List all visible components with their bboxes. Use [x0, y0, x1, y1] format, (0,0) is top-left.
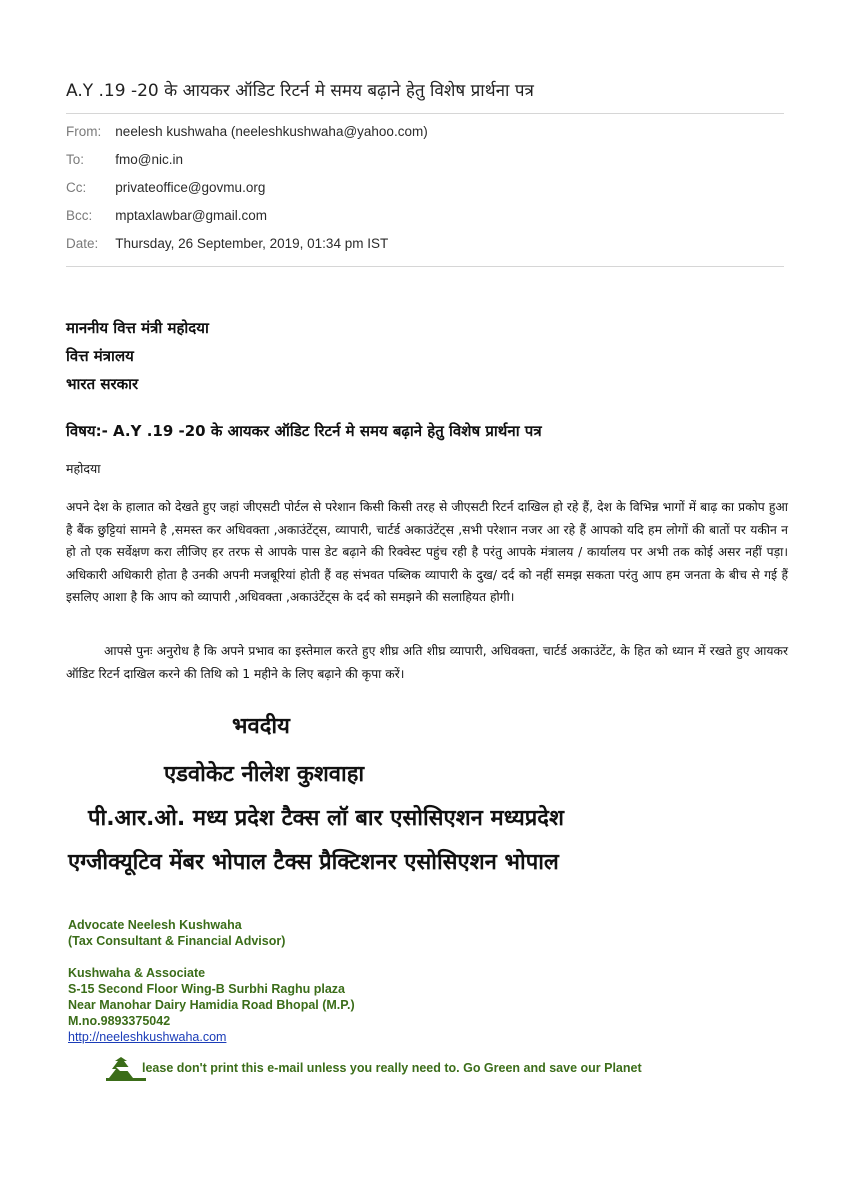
header-from	[66, 124, 766, 140]
header-value: neelesh kushwaha (neeleshkushwaha@yahoo.com)	[115, 124, 428, 139]
header-label: From:	[66, 124, 102, 139]
signature-address-1: S-15 Second Floor Wing-B Surbhi Raghu plaza	[68, 982, 345, 996]
header-divider-top	[66, 113, 784, 114]
address-line-3: भारत सरकार	[66, 375, 139, 393]
website-link[interactable]: http://neeleshkushwaha.com	[68, 1030, 227, 1044]
header-value: privateoffice@govmu.org	[115, 180, 266, 195]
header-label: Cc:	[66, 180, 87, 195]
header-to	[66, 152, 766, 168]
header-value: Thursday, 26 September, 2019, 01:34 pm IST	[115, 236, 389, 251]
header-date	[66, 236, 766, 252]
letter-paragraph-1: अपने देश के हालात को देखते हुए जहां जीएसटी पोर्टल से परेशान किसी किसी तरह से जीएसटी रिटर्न दाखिल हो रहे हैं, देश के विभिन्न भागों में बाढ़ का प्रकोप हुआ है बैंक छुट्टियां सामने है ,समस्त कर अधिवक्ता ,अकाउंटेंट्स, व्यापारी, चार्टर्ड अकाउंटेंट्स ,सभी परेशान नजर आ रहे हैं आपको यदि हम लोगों की बातों पर यकीन न हो तो एक सर्वेक्षण करा लीजिए हर तरफ से आपके पास डेट बढ़ाने की रिक्वेस्ट पहुंच रही है परंतु आपके मंत्रालय / कार्यालय पर अभी तक कोई असर नहीं पड़ा। अधिकारी अधिकारी होता है उनकी अपनी मजबूरियां होती हैं वह संभवत पब्लिक व्यापारी के दुख/ दर्द को नहीं समझ सकता परंतु आप हम जनता के बीच से गई हैं इसलिए आशा है कि आप को व्यापारी ,अधिवक्ता ,अकाउंटेंट्स के दर्द को समझने की सलाहियत होगी।	[66, 500, 788, 604]
address-line-2: वित्त मंत्रालय	[66, 347, 134, 365]
header-label: Date:	[66, 236, 99, 251]
address-line-1: माननीय वित्त मंत्री महोदया	[66, 319, 209, 337]
signatory-name: एडवोकेट नीलेश कुशवाहा	[164, 762, 365, 787]
signature-firm: Kushwaha & Associate	[68, 966, 206, 980]
tree-icon	[106, 1057, 146, 1081]
header-cc	[66, 180, 766, 196]
signatory-title-1: पी.आर.ओ. मध्य प्रदेश टैक्स लॉ बार एसोसिएशन मध्यप्रदेश	[88, 806, 564, 831]
signature-mobile: M.no.9893375042	[68, 1014, 171, 1028]
letter-paragraph-2: आपसे पुनः अनुरोध है कि अपने प्रभाव का इस्तेमाल करते हुए शीघ्र अति शीघ्र व्यापारी, अधिवक्ता, चार्टर्ड अकाउंटेंट, के हित को ध्यान में रखते हुए आयकर ऑडिट रिटर्न दाखिल करने की तिथि को 1 महीने के लिए बढ़ाने की कृपा करें।	[66, 644, 788, 681]
signatory-title-2: एग्जीक्यूटिव मेंबर भोपाल टैक्स प्रैक्टिशनर एसोसिएशन भोपाल	[68, 850, 559, 875]
signature-role: (Tax Consultant & Financial Advisor)	[68, 934, 286, 948]
signature-name: Advocate Neelesh Kushwaha	[68, 918, 242, 932]
closing: भवदीय	[232, 714, 290, 739]
header-label: Bcc:	[66, 208, 93, 223]
header-label: To:	[66, 152, 85, 167]
email-subject: A.Y .19 -20 के आयकर ऑडिट रिटर्न मे समय बढ़ाने हेतु विशेष प्रार्थना पत्र	[66, 81, 534, 101]
salutation: महोदया	[66, 461, 101, 476]
header-bcc	[66, 208, 766, 224]
letter-subject: विषय:- A.Y .19 -20 के आयकर ऑडिट रिटर्न मे समय बढ़ाने हेतु विशेष प्रार्थना पत्र	[66, 422, 542, 440]
header-value: fmo@nic.in	[115, 152, 184, 167]
header-value: mptaxlawbar@gmail.com	[115, 208, 268, 223]
header-divider-bottom	[66, 266, 784, 267]
go-green-note: lease don't print this e-mail unless you really need to. Go Green and save our Planet	[142, 1061, 642, 1075]
signature-address-2: Near Manohar Dairy Hamidia Road Bhopal (M.P.)	[68, 998, 355, 1012]
